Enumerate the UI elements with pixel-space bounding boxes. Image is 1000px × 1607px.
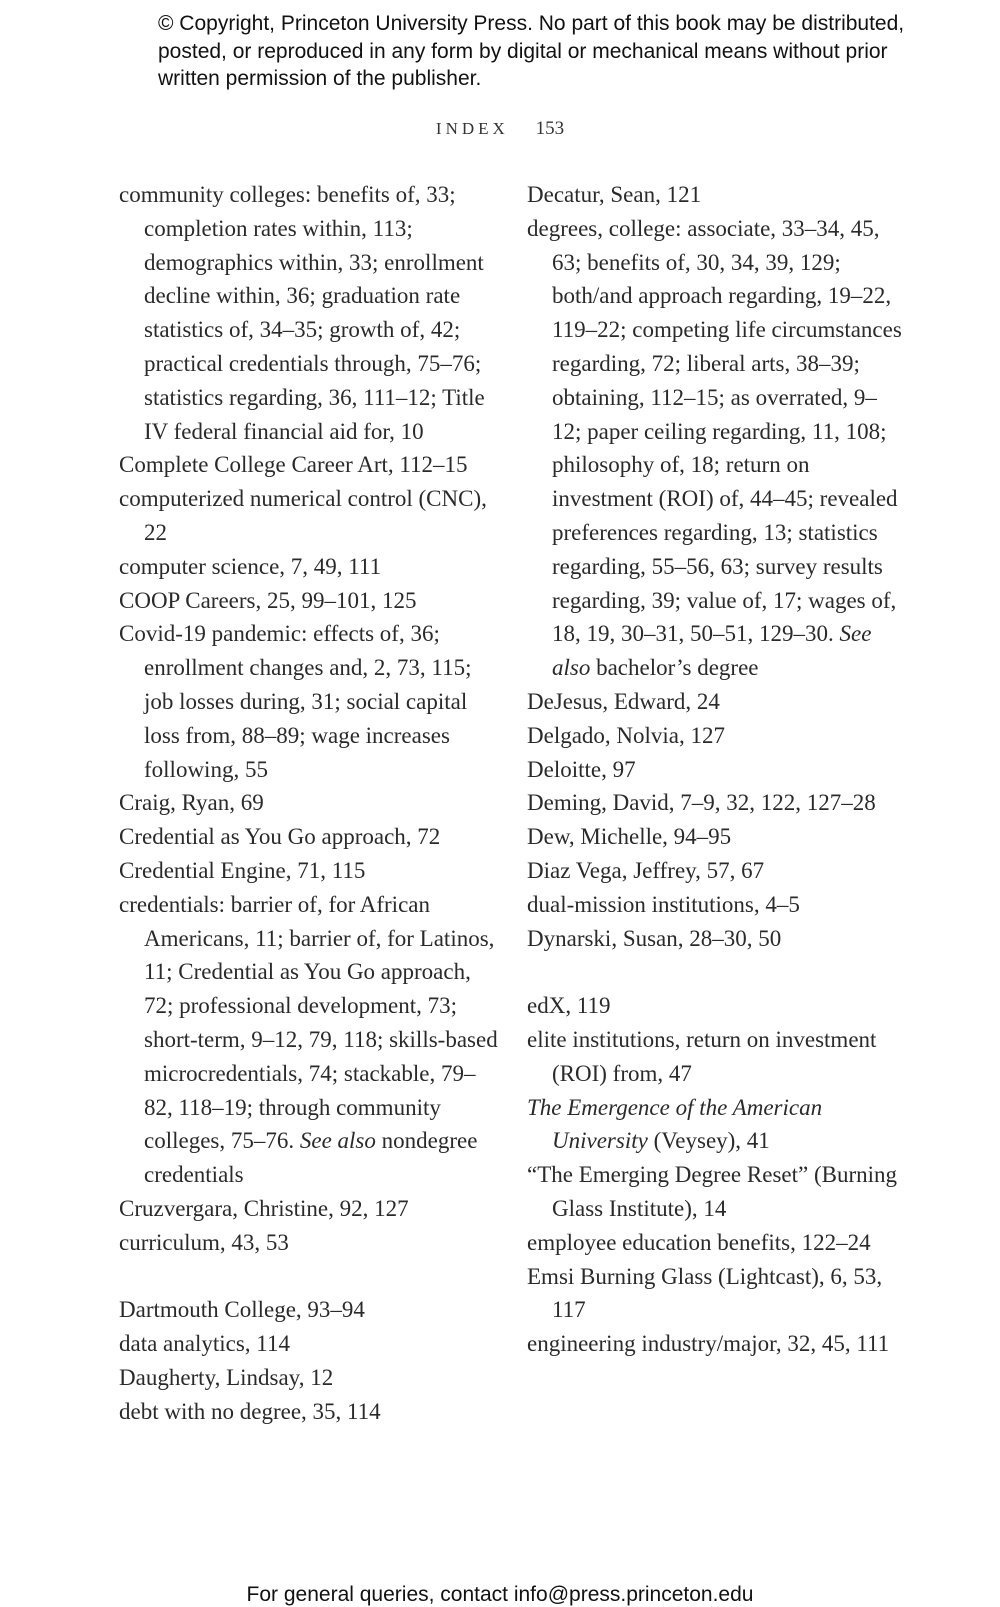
index-entry xyxy=(527,212,902,685)
index-entry: Dew, Michelle, 94–95 xyxy=(527,824,732,850)
index-entry: Credential as You Go approach, 72 xyxy=(119,824,441,850)
index-entry: employee education benefits, 122–24 xyxy=(527,1229,871,1255)
index-entry: Cruzvergara, Christine, 92, 127 xyxy=(119,1195,409,1221)
index-entry: data analytics, 114 xyxy=(119,1331,290,1357)
index-column-left xyxy=(119,178,504,1428)
entry-text: degrees, college: associate, 33–34, 45, 63; benefits of, 30, 34, 39, 129; both/and approach regarding, 19–22, 119–22; competing life circumstances regarding, 72; liberal arts, 38–39; obtaining, 112–15; as overrated, 9–12; paper ceiling regarding, 11, 108; philosophy of, 18; return on investment (ROI) of, 44–45; revealed preferences regarding, 13; statistics regarding, 55–56, 63; survey results regarding, 39; value of, 17; wages of, 18, 19, 30–31, 50–51, 129–30. xyxy=(527,215,902,647)
index-entry: engineering industry/major, 32, 45, 111 xyxy=(527,1331,890,1357)
index-entry: Diaz Vega, Jeffrey, 57, 67 xyxy=(527,857,765,883)
see-also-reference: See also xyxy=(552,621,872,681)
running-head-label: INDEX xyxy=(435,119,509,138)
index-entry: dual-mission institutions, 4–5 xyxy=(527,891,800,917)
index-entry: “The Emerging Degree Reset” (Burning Glass Institute), 14 xyxy=(527,1162,897,1221)
see-also-reference: See also xyxy=(299,1128,376,1154)
letter-group-gap xyxy=(527,955,902,989)
index-entry: COOP Careers, 25, 99–101, 125 xyxy=(119,587,417,613)
running-head xyxy=(0,118,1000,140)
entry-text: credentials: barrier of, for African Americans, 11; barrier of, for Latinos, 11; Credential as You Go approach, 72; professional development, 73; short-term, 9–12, 79, 118; skills-based microcredentials, 74; stackable, 79–82, 118–19; through community colleges, 75–76. xyxy=(119,891,498,1154)
index-entry: edX, 119 xyxy=(527,993,611,1019)
index-entry: debt with no degree, 35, 114 xyxy=(119,1398,381,1424)
page-number: 153 xyxy=(535,118,565,139)
letter-group-gap xyxy=(119,1260,504,1294)
index-entry: computerized numerical control (CNC), 22 xyxy=(119,486,487,545)
index-entry: Emsi Burning Glass (Lightcast), 6, 53, 117 xyxy=(527,1263,883,1323)
index-entry: DeJesus, Edward, 24 xyxy=(527,688,720,714)
index-entry: Dynarski, Susan, 28–30, 50 xyxy=(527,925,782,951)
footer-contact: For general queries, contact info@press.princeton.edu xyxy=(246,1583,754,1606)
index-entry: Craig, Ryan, 69 xyxy=(119,790,264,816)
index-entry xyxy=(527,1091,902,1159)
index-entry: Deming, David, 7–9, 32, 122, 127–28 xyxy=(527,790,876,816)
index-entry xyxy=(119,888,504,1192)
entry-text: bachelor’s degree xyxy=(590,655,759,681)
index-entry: Dartmouth College, 93–94 xyxy=(119,1297,365,1323)
index-entry: elite institutions, return on investment (ROI) from, 47 xyxy=(527,1026,877,1086)
index-entry: computer science, 7, 49, 111 xyxy=(119,553,382,579)
index-entry: Credential Engine, 71, 115 xyxy=(119,857,366,883)
index-column-right xyxy=(527,178,902,1361)
index-entry: Decatur, Sean, 121 xyxy=(527,182,702,207)
index-entry: community colleges: benefits of, 33; completion rates within, 113; demographics within, 33; enrollment decline within, 36; graduation rate statistics of, 34–35; growth of, 42; practical credentials through, 75–76; statistics regarding, 36, 111–12; Title IV federal financial aid for, 10 xyxy=(119,182,485,444)
index-entry: Deloitte, 97 xyxy=(527,756,636,782)
index-entry: curriculum, 43, 53 xyxy=(119,1229,289,1255)
entry-title-italic: The Emergence of the American University xyxy=(527,1094,823,1154)
index-entry: Delgado, Nolvia, 127 xyxy=(527,722,726,748)
index-entry: Daugherty, Lindsay, 12 xyxy=(119,1364,334,1390)
entry-text: (Veysey), 41 xyxy=(647,1128,770,1154)
index-entry: Covid-19 pandemic: effects of, 36; enrollment changes and, 2, 73, 115; job losses during, 31; social capital loss from, 88–89; wage increases following, 55 xyxy=(119,621,472,782)
copyright-notice: © Copyright, Princeton University Press. No part of this book may be distributed, posted, or reproduced in any form by digital or mechanical means without prior written permission of the publisher. xyxy=(158,12,905,90)
entry-text: nondegree credentials xyxy=(144,1128,478,1188)
index-entry: Complete College Career Art, 112–15 xyxy=(119,452,468,478)
